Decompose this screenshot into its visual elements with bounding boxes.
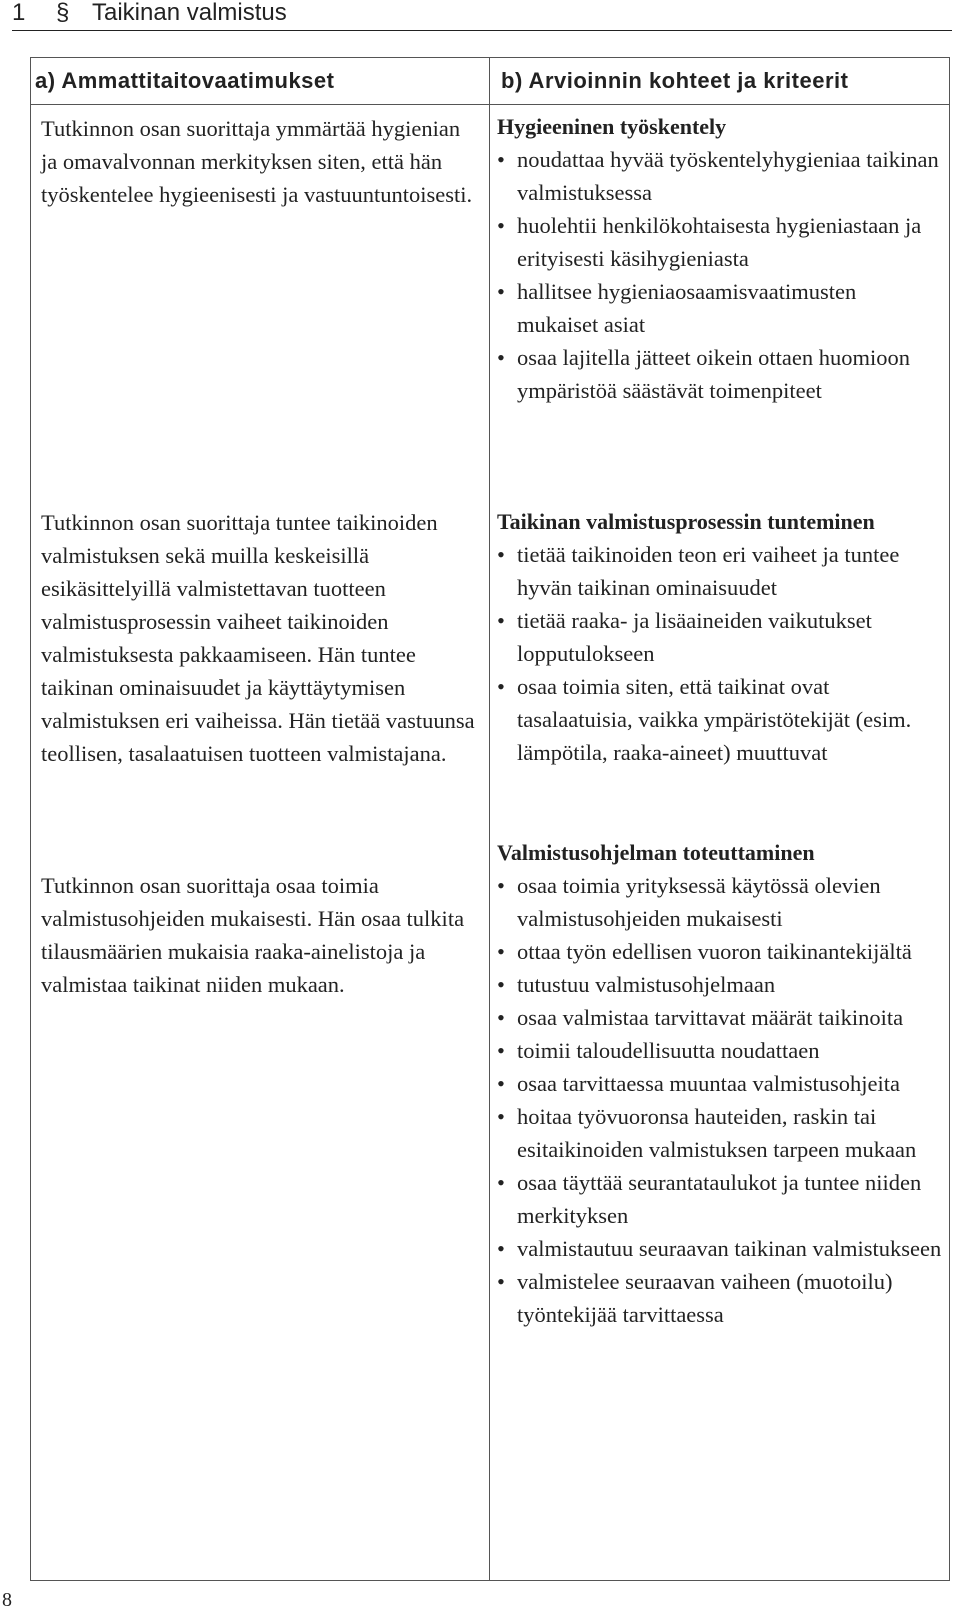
column-header-b: b) Arvioinnin kohteet ja kriteerit: [501, 68, 849, 93]
section-title: Taikinan valmistusprosessin tunteminen: [497, 509, 875, 534]
section-title: Valmistusohjelman toteuttaminen: [497, 840, 815, 865]
bullet: •: [497, 1170, 505, 1195]
requirement-paragraph: Tutkinnon osan suorittaja ymmärtää hygienian ja omavalvonnan merkityksen siten, että hän työskentelee hygieenisesti ja vastuuntuntoisesti.: [41, 116, 473, 207]
section-title: Hygieeninen työskentely: [497, 114, 727, 139]
criteria-list: [497, 143, 942, 407]
bullet: •: [497, 1236, 505, 1261]
list-item-text: tutustuu valmistusohjelmaan: [517, 972, 776, 997]
list-item-text: tietää raaka- ja lisäaineiden vaikutukset lopputulokseen: [517, 608, 872, 666]
list-item-text: osaa tarvittaessa muuntaa valmistusohjeita: [517, 1071, 901, 1096]
criteria-table: [30, 57, 950, 1581]
bullet: •: [497, 542, 505, 567]
chapter-number: 1: [12, 0, 26, 26]
bullet: •: [497, 279, 505, 304]
list-item: [497, 1166, 942, 1232]
list-item: [497, 604, 942, 670]
bullet: •: [497, 1104, 505, 1129]
criteria-list: [497, 538, 942, 769]
list-item-text: ottaa työn edellisen vuoron taikinantekijältä: [517, 939, 912, 964]
header-divider: [31, 104, 949, 105]
criteria-section: [497, 505, 942, 769]
bullet: •: [497, 972, 505, 997]
list-item-text: osaa toimia siten, että taikinat ovat tasalaatuisia, vaikka ympäristötekijät (esim. lämpötila, raaka-aineet) muuttuvat: [517, 674, 912, 765]
list-item-text: toimii taloudellisuutta noudattaen: [517, 1038, 820, 1063]
list-item-text: osaa toimia yrityksessä käytössä olevien valmistusohjeiden mukaisesti: [517, 873, 881, 931]
page-header: [12, 0, 952, 31]
list-item: [497, 1265, 942, 1331]
bullet: •: [497, 345, 505, 370]
list-item: [497, 869, 942, 935]
list-item: [497, 935, 942, 968]
criteria-section: [497, 836, 942, 1331]
list-item-text: valmistelee seuraavan vaiheen (muotoilu) työntekijää tarvittaessa: [517, 1269, 893, 1327]
list-item: [497, 275, 942, 341]
bullet: •: [497, 1038, 505, 1063]
bullet: •: [497, 1071, 505, 1096]
list-item: [497, 538, 942, 604]
list-item-text: noudattaa hyvää työskentelyhygieniaa taikinan valmistuksessa: [517, 147, 939, 205]
requirement-paragraph: Tutkinnon osan suorittaja osaa toimia valmistusohjeiden mukaisesti. Hän osaa tulkita tilausmäärien mukaisia raaka-ainelistoja ja valmistaa taikinat niiden mukaan.: [41, 873, 465, 997]
chapter-title: Taikinan valmistus: [92, 0, 287, 26]
list-item-text: osaa valmistaa tarvittavat määrät taikinoita: [517, 1005, 904, 1030]
bullet: •: [497, 608, 505, 633]
list-item: [497, 341, 942, 407]
bullet: •: [497, 873, 505, 898]
list-item: [497, 1100, 942, 1166]
list-item: [497, 1034, 942, 1067]
list-item: [497, 143, 942, 209]
bullet: •: [497, 1005, 505, 1030]
criteria-list: [497, 869, 942, 1331]
list-item: [497, 670, 942, 769]
list-item-text: osaa täyttää seurantataulukot ja tuntee niiden merkityksen: [517, 1170, 922, 1228]
column-divider: [489, 58, 490, 1580]
requirement-paragraph: Tutkinnon osan suorittaja tuntee taikinoiden valmistuksen sekä muilla keskeisillä esikäsittelyillä valmistettavan tuotteen valmistusprosessin vaiheet taikinoiden valmistuksesta pakkaamiseen. Hän tuntee taikinan ominaisuudet ja käyttäytymisen valmistuksen eri vaiheissa. Hän tietää vastuunsa teollisen, tasalaatuisen tuotteen valmistajana.: [41, 510, 475, 766]
list-item-text: valmistautuu seuraavan taikinan valmistukseen: [517, 1236, 942, 1261]
page-number: 8: [2, 1589, 12, 1611]
list-item-text: hallitsee hygieniaosaamisvaatimusten mukaiset asiat: [517, 279, 857, 337]
column-header-a: a) Ammattitaitovaatimukset: [35, 68, 335, 93]
section-sign: §: [56, 0, 70, 26]
criteria-section: [497, 110, 942, 407]
list-item-text: osaa lajitella jätteet oikein ottaen huomioon ympäristöä säästävät toimenpiteet: [517, 345, 911, 403]
list-item: [497, 968, 942, 1001]
bullet: •: [497, 213, 505, 238]
list-item: [497, 209, 942, 275]
bullet: •: [497, 147, 505, 172]
list-item: [497, 1001, 942, 1034]
list-item-text: hoitaa työvuoronsa hauteiden, raskin tai esitaikinoiden valmistuksen tarpeen mukaan: [517, 1104, 917, 1162]
bullet: •: [497, 939, 505, 964]
bullet: •: [497, 1269, 505, 1294]
bullet: •: [497, 674, 505, 699]
list-item: [497, 1232, 942, 1265]
list-item-text: tietää taikinoiden teon eri vaiheet ja tuntee hyvän taikinan ominaisuudet: [517, 542, 900, 600]
list-item: [497, 1067, 942, 1100]
list-item-text: huolehtii henkilökohtaisesta hygieniastaan ja erityisesti käsihygieniasta: [517, 213, 922, 271]
